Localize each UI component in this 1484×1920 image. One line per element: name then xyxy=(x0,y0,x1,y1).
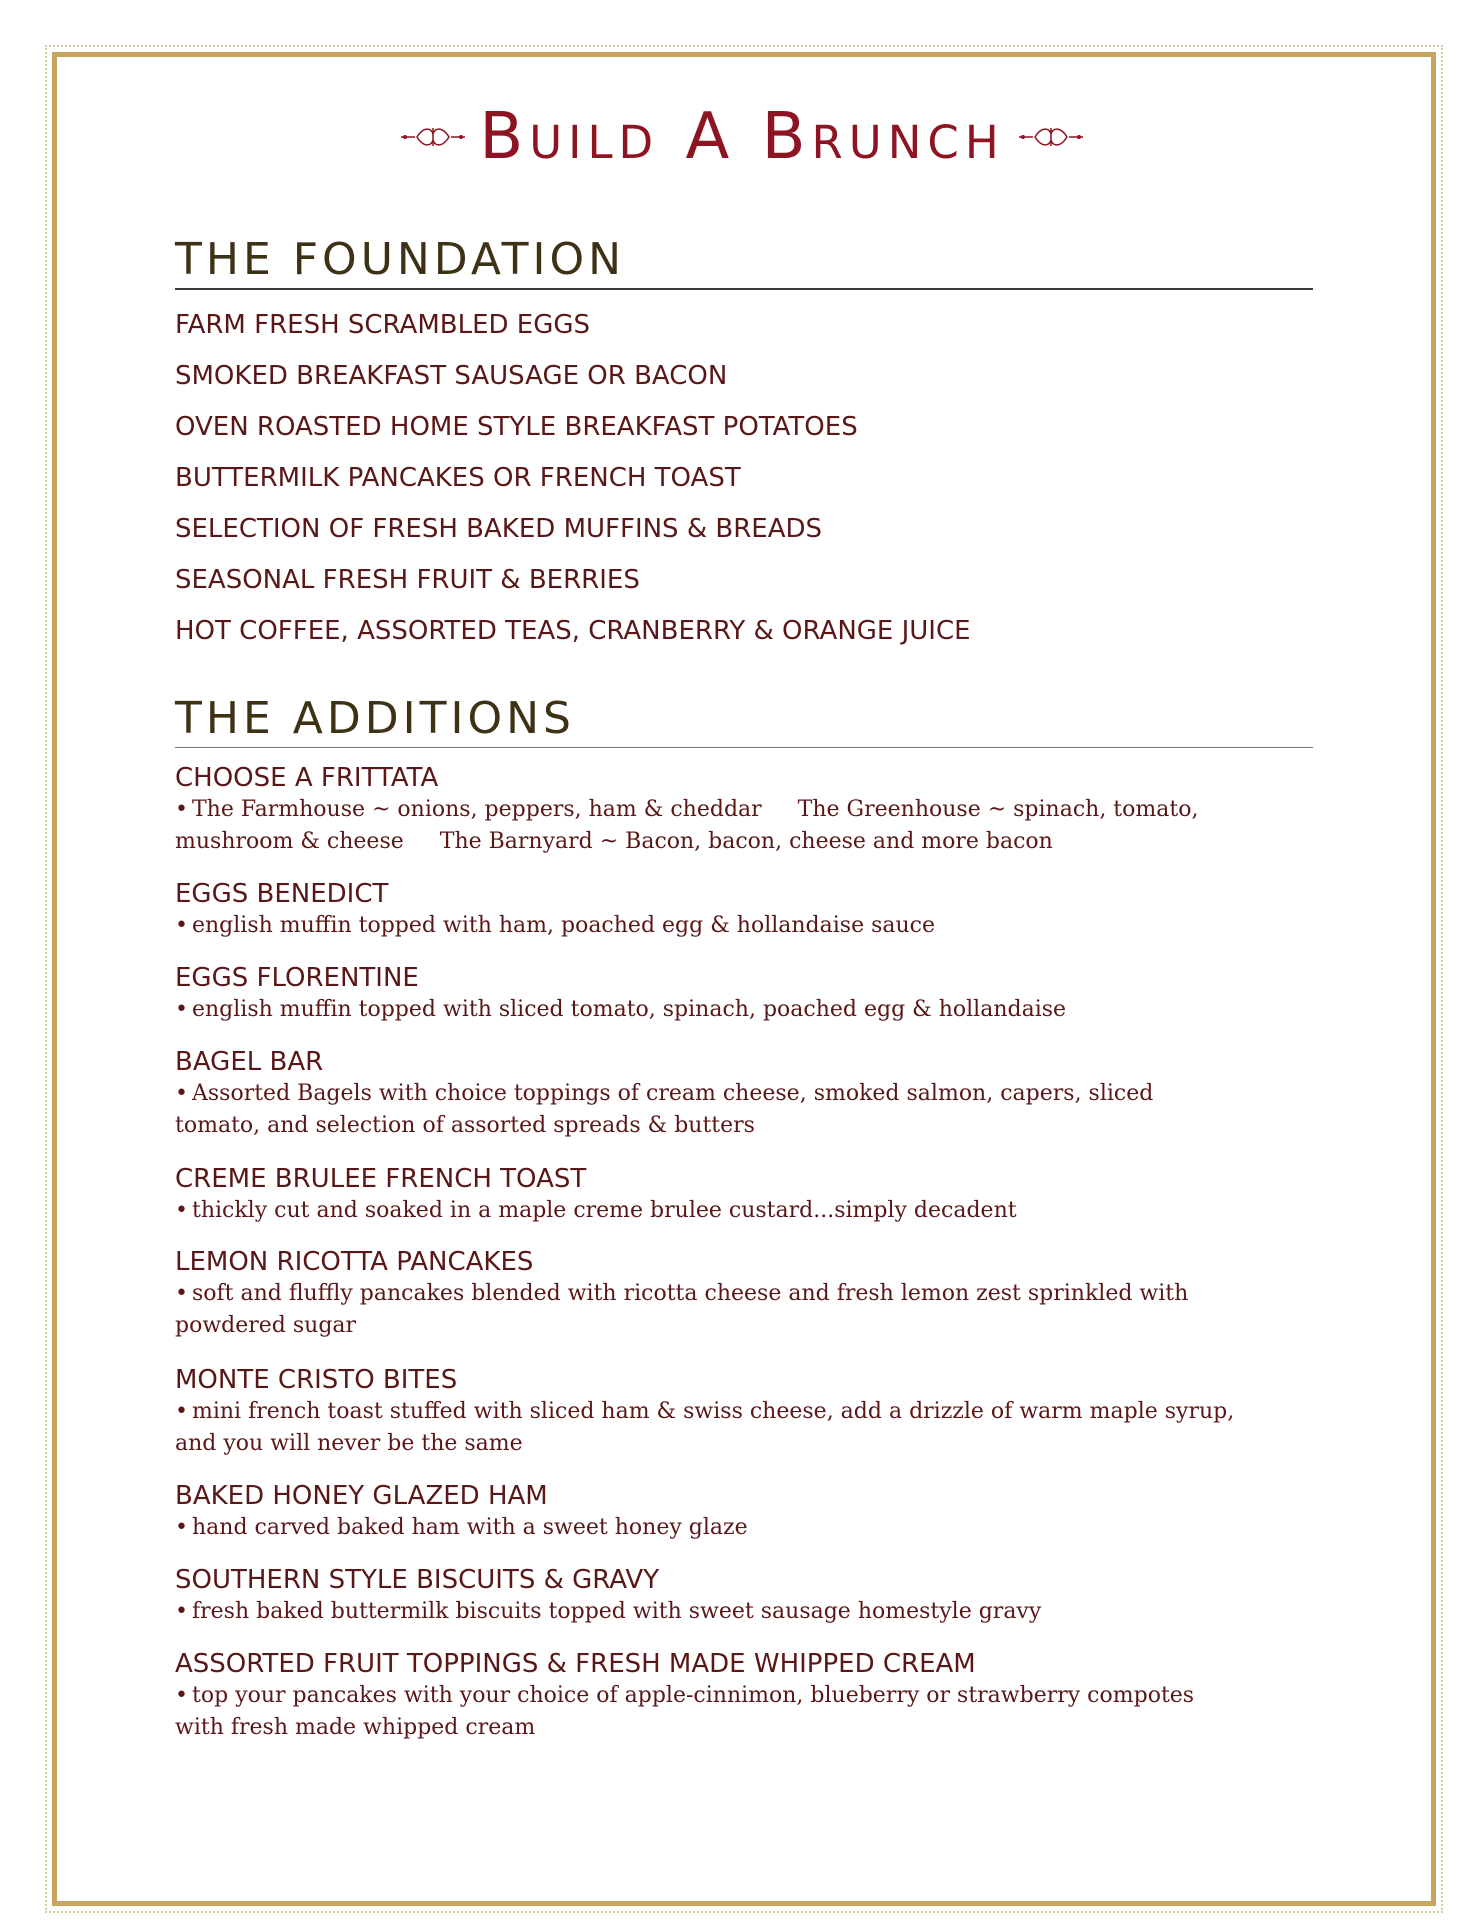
item-description: • soft and fluffly pancakes blended with ricotta cheese and fresh lemon zest sprinkled with powdered sugar xyxy=(175,1281,1189,1338)
item-description-text: fresh baked buttermilk biscuits topped with sweet sausage homestyle gravy xyxy=(191,1599,1042,1624)
item-name: MONTE CRISTO BITES xyxy=(175,1365,458,1395)
additions-section xyxy=(175,693,1313,748)
item-name: BAKED HONEY GLAZED HAM xyxy=(175,1481,548,1511)
frittata-option: The Farmhouse ~ onions, peppers, ham & cheddar xyxy=(191,797,762,822)
menu-item xyxy=(175,1564,1245,1628)
item-description: • Assorted Bagels with choice toppings of cream cheese, smoked salmon, capers, sliced tomato, and selection of assorted spreads & butters xyxy=(175,1081,1154,1138)
item-name: ASSORTED FRUIT TOPPINGS & FRESH MADE WHIPPED CREAM xyxy=(175,1649,976,1679)
item-description-text: top your pancakes with your choice of apple-cinnimon, blueberry or strawberry compotes with fresh made whipped cream xyxy=(175,1683,1195,1740)
list-item: SELECTION OF FRESH BAKED MUFFINS & BREADS xyxy=(175,514,823,544)
item-name: BAGEL BAR xyxy=(175,1047,324,1077)
item-name: EGGS BENEDICT xyxy=(175,879,389,909)
flourish-left-icon xyxy=(399,122,467,152)
item-description: • thickly cut and soaked in a maple creme brulee custard...simply decadent xyxy=(175,1198,1017,1223)
list-item: SMOKED BREAKFAST SAUSAGE OR BACON xyxy=(175,361,728,391)
list-item: SEASONAL FRESH FRUIT & BERRIES xyxy=(175,565,640,595)
item-description-text: mini french toast stuffed with sliced ham & swiss cheese, add a drizzle of warm maple syrup, and you will never be the same xyxy=(175,1399,1235,1456)
bullet: • xyxy=(175,797,188,822)
item-name: SOUTHERN STYLE BISCUITS & GRAVY xyxy=(175,1565,660,1595)
item-name: CREME BRULEE FRENCH TOAST xyxy=(175,1164,587,1194)
menu-item xyxy=(175,1246,1245,1342)
foundation-heading: THE FOUNDATION xyxy=(175,238,1313,290)
item-description: • english muffin topped with ham, poached egg & hollandaise sauce xyxy=(175,913,935,938)
item-name: LEMON RICOTTA PANCAKES xyxy=(175,1247,534,1277)
foundation-section xyxy=(175,234,1313,657)
item-description xyxy=(175,794,1245,858)
foundation-list xyxy=(175,290,1313,657)
item-description-text: hand carved baked ham with a sweet honey glaze xyxy=(191,1515,748,1540)
frittata-item xyxy=(175,762,1245,858)
item-description-text: thickly cut and soaked in a maple creme brulee custard...simply decadent xyxy=(191,1198,1017,1223)
list-item: FARM FRESH SCRAMBLED EGGS xyxy=(175,310,591,340)
frittata-option: The Greenhouse ~ spinach, tomato, mushroom & cheese xyxy=(175,797,1199,854)
list-item: BUTTERMILK PANCAKES OR FRENCH TOAST xyxy=(175,463,741,493)
menu-item xyxy=(175,1480,1245,1544)
list-item: HOT COFFEE, ASSORTED TEAS, CRANBERRY & ORANGE JUICE xyxy=(175,616,971,646)
item-description-text: english muffin topped with ham, poached egg & hollandaise sauce xyxy=(191,913,935,938)
additions-heading: THE ADDITIONS xyxy=(175,697,1313,748)
item-description: • hand carved baked ham with a sweet honey glaze xyxy=(175,1515,748,1540)
title-row xyxy=(0,100,1484,174)
menu-item xyxy=(175,1046,1245,1142)
flourish-right-icon xyxy=(1017,122,1085,152)
frittata-option: The Barnyard ~ Bacon, bacon, cheese and more bacon xyxy=(439,829,1053,854)
item-description: • mini french toast stuffed with sliced ham & swiss cheese, add a drizzle of warm maple syrup, and you will never be the same xyxy=(175,1399,1235,1456)
menu-item xyxy=(175,1648,1245,1744)
menu-item xyxy=(175,962,1245,1026)
page-title: Build A Brunch xyxy=(479,100,1005,174)
item-name: CHOOSE A FRITTATA xyxy=(175,763,439,793)
menu-item xyxy=(175,878,1245,942)
menu-item xyxy=(175,1163,1245,1227)
item-name: EGGS FLORENTINE xyxy=(175,963,419,993)
item-description-text: soft and fluffly pancakes blended with ricotta cheese and fresh lemon zest sprinkled with powdered sugar xyxy=(175,1281,1189,1338)
menu-item xyxy=(175,1364,1245,1460)
item-description: • english muffin topped with sliced tomato, spinach, poached egg & hollandaise xyxy=(175,997,1067,1022)
list-item: OVEN ROASTED HOME STYLE BREAKFAST POTATOES xyxy=(175,412,858,442)
item-description-text: Assorted Bagels with choice toppings of cream cheese, smoked salmon, capers, sliced tomato, and selection of assorted spreads & butters xyxy=(175,1081,1154,1138)
item-description: • top your pancakes with your choice of apple-cinnimon, blueberry or strawberry compotes with fresh made whipped cream xyxy=(175,1683,1195,1740)
item-description: • fresh baked buttermilk biscuits topped with sweet sausage homestyle gravy xyxy=(175,1599,1042,1624)
item-description-text: english muffin topped with sliced tomato, spinach, poached egg & hollandaise xyxy=(191,997,1067,1022)
